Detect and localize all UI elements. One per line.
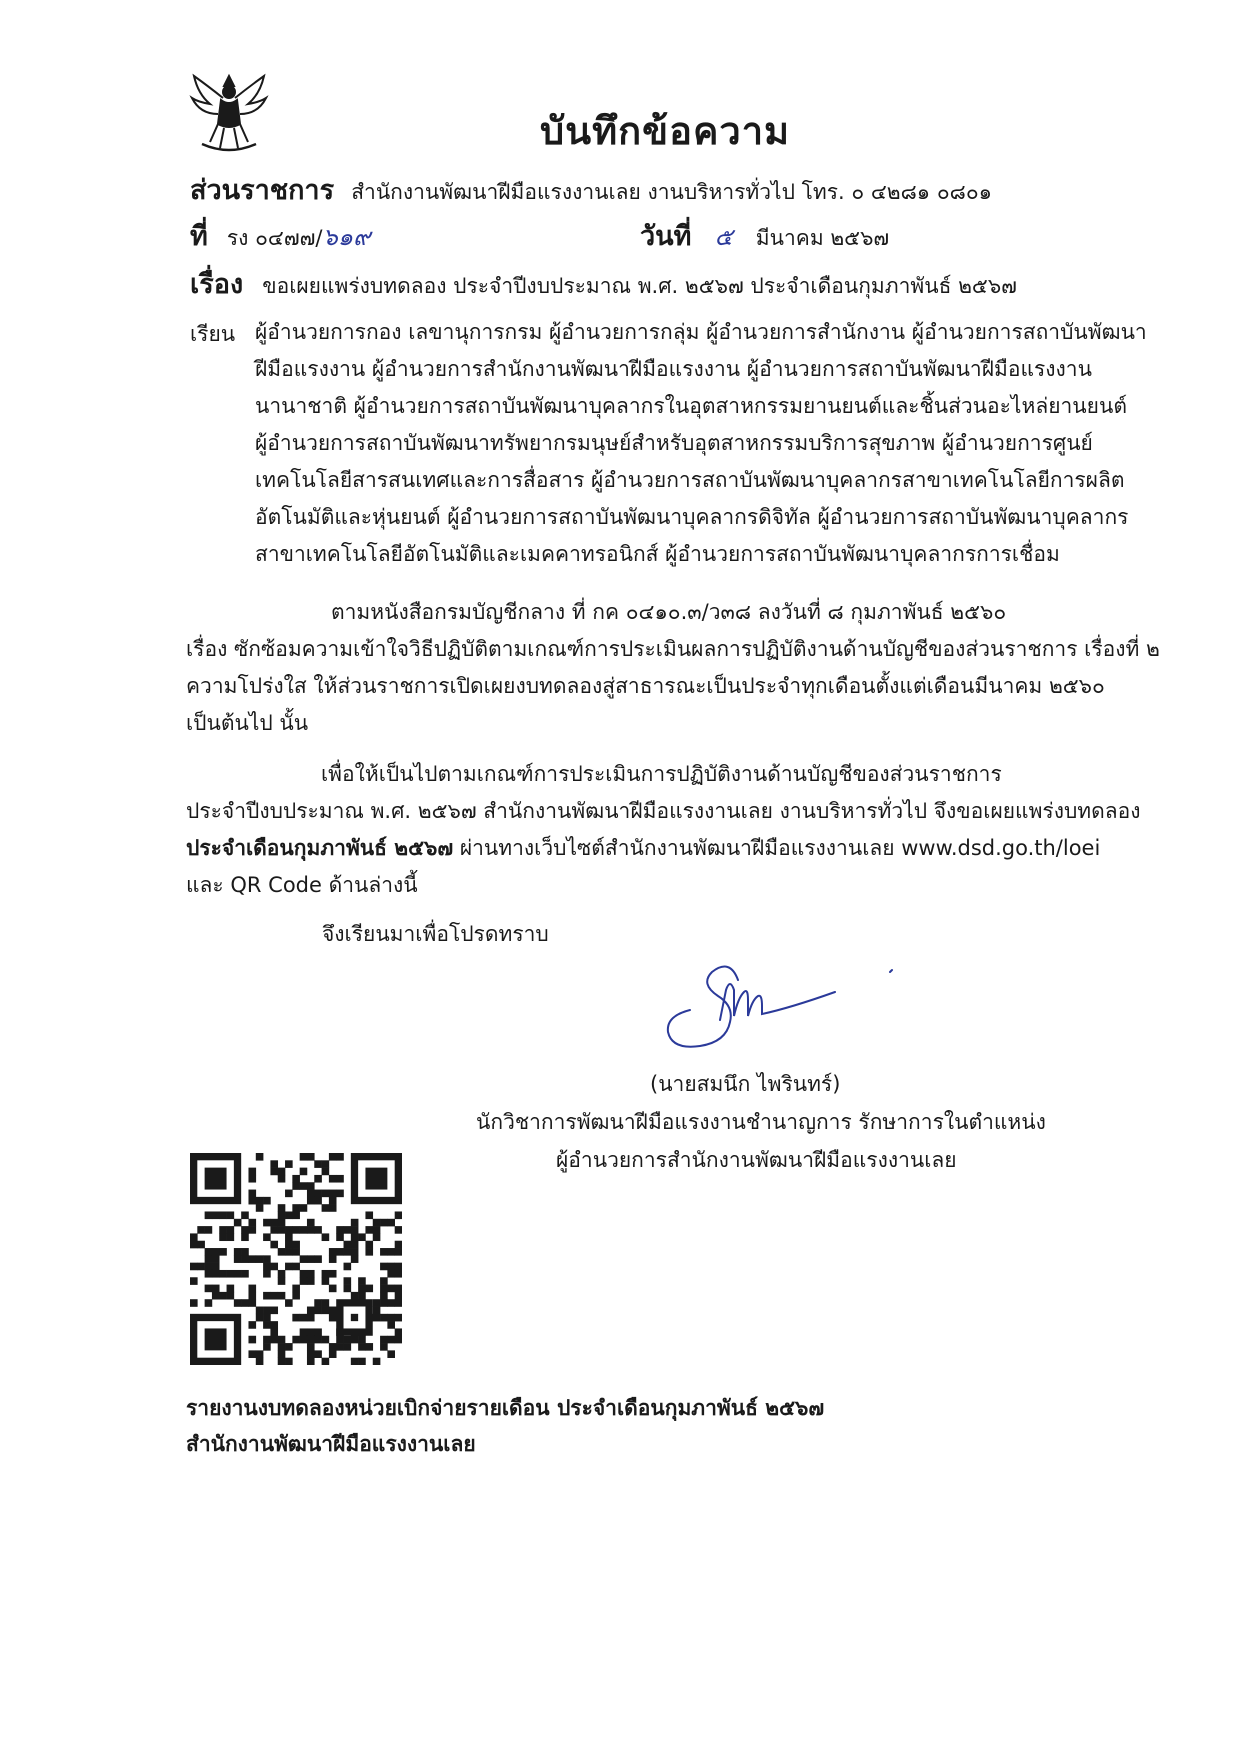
- addressee-line: นานาชาติ ผู้อำนวยการสถาบันพัฒนาบุคลากรในอุตสาหกรรมยานยนต์และชิ้นส่วนอะไหล่ยานยนต์: [255, 394, 1127, 418]
- paragraph-line: ความโปร่งใส ให้ส่วนราชการเปิดเผยงบทดลองสู่สาธารณะเป็นประจำทุกเดือนตั้งแต่เดือนมีนาคม ๒๕๖๐: [186, 674, 1105, 698]
- date-row: [640, 214, 889, 257]
- addressee-line: สาขาเทคโนโลยีอัตโนมัติและเมคคาทรอนิกส์ ผู้อำนวยการสถาบันพัฒนาบุคลากรการเชื่อม: [255, 542, 1060, 566]
- paragraph-line: ประจำปีงบประมาณ พ.ศ. ๒๕๖๗ สำนักงานพัฒนาฝีมือแรงงานเลย งานบริหารทั่วไป จึงขอเผยแพร่งบทดลอง: [186, 799, 1141, 823]
- doc-number-value: รง ๐๔๗๗/: [226, 226, 323, 250]
- qr-code[interactable]: [190, 1153, 402, 1365]
- agency-row: [190, 168, 992, 211]
- doc-number-label: ที่: [190, 221, 208, 252]
- page-title: บันทึกข้อความ: [540, 109, 791, 153]
- addressee-line: ฝีมือแรงงาน ผู้อำนวยการสำนักงานพัฒนาฝีมือแรงงาน ผู้อำนวยการสถาบันพัฒนาฝีมือแรงงาน: [255, 357, 1092, 381]
- signatory-position: นักวิชาการพัฒนาฝีมือแรงงานชำนาญการ รักษาการในตำแหน่ง: [476, 1110, 1046, 1134]
- paragraph-line: ตามหนังสือกรมบัญชีกลาง ที่ กค ๐๔๑๐.๓/ว๓๘ ลงวันที่ ๘ กุมภาพันธ์ ๒๕๖๐: [331, 600, 1007, 624]
- footer-report-title: รายงานงบทดลองหน่วยเบิกจ่ายรายเดือน ประจำเดือนกุมภาพันธ์ ๒๕๖๗: [186, 1396, 825, 1420]
- footer-office-name: สำนักงานพัฒนาฝีมือแรงงานเลย: [186, 1432, 476, 1456]
- paragraph-line: [186, 832, 1100, 865]
- addressee-label: เรียน: [190, 322, 236, 346]
- addressee-line: เทคโนโลยีสารสนเทศและการสื่อสาร ผู้อำนวยการสถาบันพัฒนาบุคลากรสาขาเทคโนโลยีการผลิต: [255, 468, 1125, 492]
- addressee-line: อัตโนมัติและหุ่นยนต์ ผู้อำนวยการสถาบันพัฒนาบุคลากรดิจิทัล ผู้อำนวยการสถาบันพัฒนาบุคลากร: [255, 505, 1129, 529]
- signatory-name: (นายสมนึก ไพรินทร์): [650, 1072, 841, 1096]
- agency-label: ส่วนราชการ: [190, 175, 335, 206]
- subject-value: ขอเผยแพร่งบทดลอง ประจำปีงบประมาณ พ.ศ. ๒๕๖๗ ประจำเดือนกุมภาพันธ์ ๒๕๖๗: [262, 274, 1017, 298]
- garuda-emblem-icon: [188, 68, 270, 154]
- addressee-line: ผู้อำนวยการกอง เลขานุการกรม ผู้อำนวยการกลุ่ม ผู้อำนวยการสำนักงาน ผู้อำนวยการสถาบันพัฒนา: [255, 320, 1147, 344]
- signatory-position-2: ผู้อำนวยการสำนักงานพัฒนาฝีมือแรงงานเลย: [556, 1148, 957, 1172]
- closing-text: จึงเรียนมาเพื่อโปรดทราบ: [322, 922, 549, 946]
- paragraph-line: เป็นต้นไป นั้น: [186, 711, 309, 735]
- agency-value: สำนักงานพัฒนาฝีมือแรงงานเลย งานบริหารทั่วไป โทร. ๐ ๔๒๘๑ ๐๘๐๑: [351, 180, 992, 204]
- handwritten-signature: [660, 950, 900, 1070]
- date-handwritten: ๕: [714, 223, 733, 251]
- bold-month-text: ประจำเดือนกุมภาพันธ์ ๒๕๖๗: [186, 836, 454, 860]
- paragraph-line: และ QR Code ด้านล่างนี้: [186, 873, 418, 897]
- addressee-line: ผู้อำนวยการสถาบันพัฒนาทรัพยากรมนุษย์สำหรับอุตสาหกรรมบริการสุขภาพ ผู้อำนวยการศูนย์: [255, 431, 1093, 455]
- date-label: วันที่: [640, 221, 692, 252]
- doc-number-row: [190, 214, 371, 257]
- website-text: ผ่านทางเว็บไซต์สำนักงานพัฒนาฝีมือแรงงานเลย www.dsd.go.th/loei: [453, 836, 1101, 860]
- subject-label: เรื่อง: [190, 269, 244, 300]
- subject-row: [190, 262, 1017, 305]
- date-value: มีนาคม ๒๕๖๗: [755, 226, 890, 250]
- paragraph-line: เรื่อง ซักซ้อมความเข้าใจวิธีปฏิบัติตามเกณฑ์การประเมินผลการปฏิบัติงานด้านบัญชีของส่วนราชการ เรื่องที่ ๒: [186, 637, 1160, 661]
- doc-number-handwritten: ๖๑๙: [322, 223, 371, 251]
- paragraph-line: เพื่อให้เป็นไปตามเกณฑ์การประเมินการปฏิบัติงานด้านบัญชีของส่วนราชการ: [321, 762, 1002, 786]
